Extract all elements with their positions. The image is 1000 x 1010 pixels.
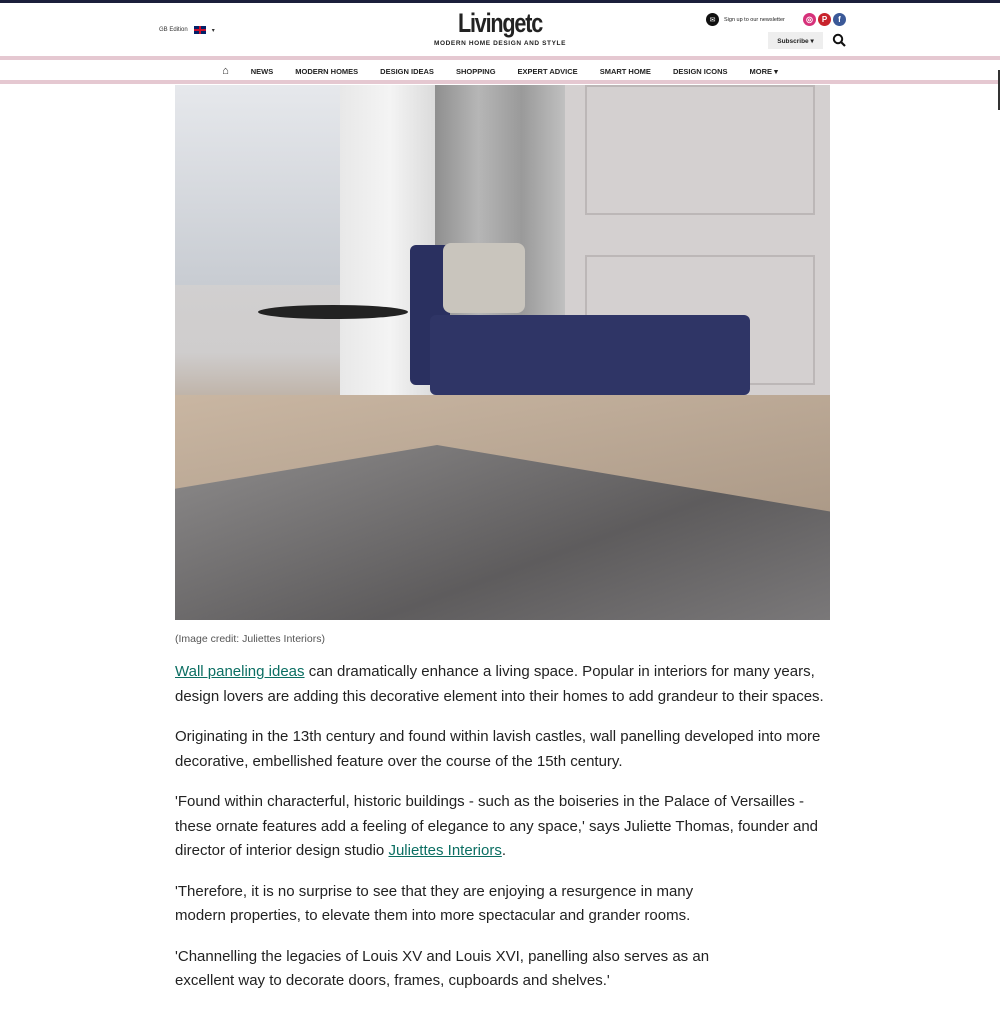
search-icon[interactable]	[832, 33, 846, 47]
paragraph	[175, 660, 825, 709]
nav-smart-home[interactable]: SMART HOME	[599, 66, 651, 76]
window	[175, 85, 345, 285]
juliettes-interiors-link[interactable]: Juliettes Interiors	[388, 842, 502, 859]
paragraph: 'Channelling the legacies of Louis XV and Louis XVI, panelling also serves as an excellent way to decorate doors, frames, cupboards and shelves.'	[175, 947, 710, 989]
image-credit: (Image credit: Juliettes Interiors)	[175, 633, 325, 645]
nav-more[interactable]: MORE ▾	[749, 66, 778, 76]
side-table	[258, 305, 408, 319]
nav-design-icons[interactable]: DESIGN ICONS	[672, 66, 728, 76]
main-nav	[0, 60, 1000, 80]
instagram-icon[interactable]: ◎	[803, 13, 816, 26]
nav-design-ideas[interactable]: DESIGN IDEAS	[380, 66, 434, 76]
divider	[0, 80, 1000, 84]
site-header	[0, 3, 1000, 56]
wall-paneling-ideas-link[interactable]: Wall paneling ideas	[175, 663, 305, 680]
site-logo[interactable]: Livingetc	[457, 8, 543, 38]
chevron-down-icon: ▾	[211, 27, 215, 34]
text: can dramatically enhance a living space. Popular in interiors for many years, design lovers are adding this decorative element into their homes to add grandeur to their spaces.	[175, 663, 824, 705]
edition-label: GB Edition	[159, 27, 188, 33]
nav-expert-advice[interactable]: EXPERT ADVICE	[517, 66, 578, 76]
chaise-longue	[430, 315, 750, 395]
subscribe-button[interactable]: Subscribe ▾	[768, 32, 823, 49]
hero-image	[175, 85, 830, 620]
article-body	[175, 660, 825, 1010]
home-icon[interactable]: ⌂	[222, 65, 229, 77]
text: .	[501, 842, 507, 859]
mail-icon: ✉	[706, 13, 719, 26]
text: 'Found within characterful, historic buildings - such as the boiseries in the Palace of Versailles - these ornate features add a feeling of elegance to any space,' says Juliette Thomas, founder and director of interior design studio	[175, 793, 819, 859]
newsletter-link[interactable]	[706, 13, 785, 26]
paragraph: Originating in the 13th century and found within lavish castles, wall panelling developed into more decorative, embellished feature over the course of the 15th century.	[175, 728, 821, 770]
newsletter-label: Sign up to our newsletter	[724, 16, 785, 23]
nav-news[interactable]: NEWS	[250, 66, 274, 76]
paragraph: 'Therefore, it is no surprise to see that they are enjoying a resurgence in many modern properties, to elevate them into more spectacular and grander rooms.	[175, 882, 694, 924]
nav-modern-homes[interactable]: MODERN HOMES	[295, 66, 359, 76]
facebook-icon[interactable]: f	[833, 13, 846, 26]
social-links	[803, 13, 846, 26]
pinterest-icon[interactable]: P	[818, 13, 831, 26]
paragraph	[175, 790, 825, 864]
tagline: MODERN HOME DESIGN AND STYLE	[433, 40, 567, 47]
cushion	[443, 243, 525, 313]
nav-shopping[interactable]: SHOPPING	[455, 66, 496, 76]
